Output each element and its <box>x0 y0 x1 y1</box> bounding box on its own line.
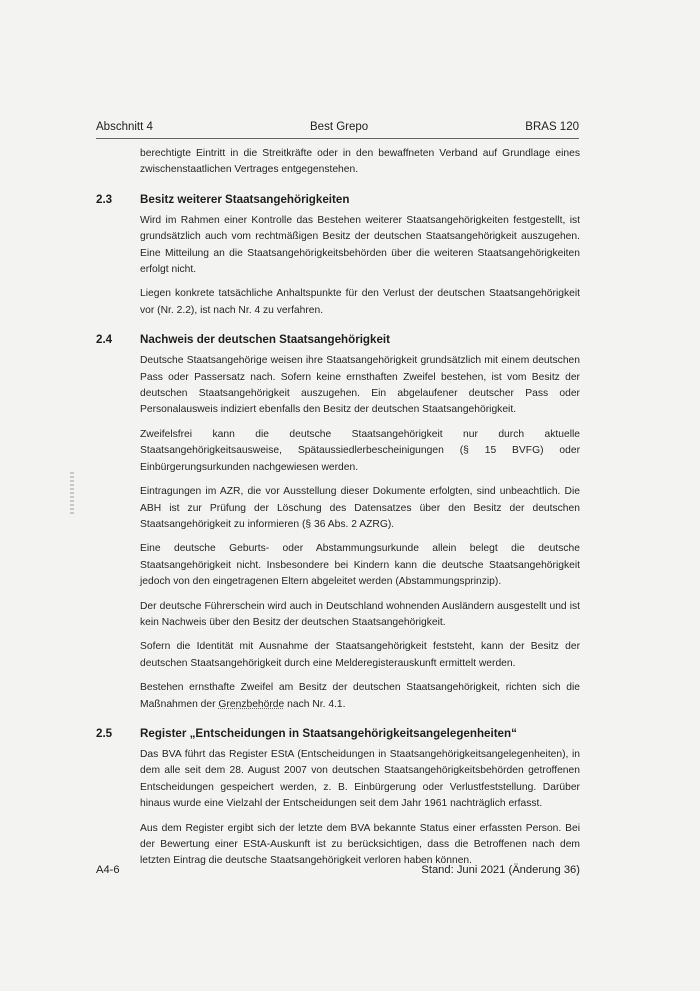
paragraph: Wird im Rahmen einer Kontrolle das Bestehen weiterer Staatsangehörigkeiten festgestellt, ist grundsätzlich auch vom rechtmäßigen Besitz der deutschen Staatsangehörigkeit auszugehen. Eine Mitteilung an die Staatsangehörigkeitsbehörden über die weiteren Staatsangehörigkeiten erfolgt nicht. <box>140 214 580 276</box>
underlined-term: Grenzbehörde <box>218 698 285 710</box>
paragraph: Zweifelsfrei kann die deutsche Staatsangehörigkeit nur durch aktuelle Staatsangehörigkeitsausweise, Spätaussiedlerbescheinigungen (§ 15 BVFG) oder Einbürgerungsurkunden nachgewiesen werden. <box>140 428 580 473</box>
section-title: Nachweis der deutschen Staatsangehörigkeit <box>140 333 390 347</box>
paragraph: Sofern die Identität mit Ausnahme der Staatsangehörigkeit feststeht, kann der Besitz der deutschen Staatsangehörigkeit durch eine Melderegisterauskunft ermittelt werden. <box>140 641 580 669</box>
section-heading <box>96 193 580 210</box>
section-number: 2.4 <box>96 333 113 347</box>
margin-scan-mark <box>70 472 74 516</box>
header-title: Best Grepo <box>310 121 369 133</box>
section-heading <box>96 727 580 744</box>
section-2-4 <box>96 333 580 713</box>
paragraph: Eine deutsche Geburts- oder Abstammungsurkunde allein belegt die deutsche Staatsangehörigkeit nicht. Insbesondere bei Kindern kann die deutsche Staatsangehörigkeit jedoch von den eingetragenen Eltern abgeleitet werden (Abstammungsprinzip). <box>140 543 580 588</box>
section-number: 2.5 <box>96 726 113 740</box>
section-number: 2.3 <box>96 192 113 206</box>
section-2-3 <box>96 193 580 319</box>
paragraph: Aus dem Register ergibt sich der letzte dem BVA bekannte Status einer erfassten Person. Bei der Bewertung einer EStA-Auskunft ist zu berücksichtigen, dass die Betroffenen nach dem letzten Eintrag die deutsche Staatsangehörigkeit verloren haben können. <box>140 822 580 867</box>
paragraph: Eintragungen im AZR, die vor Ausstellung dieser Dokumente erfolgten, sind unbeachtlich. Die ABH ist zur Prüfung der Löschung des Datensatzes über den Besitz der deutschen Staatsangehörigkeit zu informieren (§ 36 Abs. 2 AZRG). <box>140 486 580 530</box>
document-body <box>96 146 580 878</box>
page-number: A4-6 <box>96 864 120 876</box>
paragraph-text: Bestehen ernsthafte Zweifel am Besitz der deutschen Staatsangehörigkeit, richten sich die Maßnahmen der <box>140 682 580 710</box>
paragraph <box>140 680 580 713</box>
header-document-code: BRAS 120 <box>525 121 579 133</box>
paragraph: Deutsche Staatsangehörige weisen ihre Staatsangehörigkeit grundsätzlich mit einem deutschen Pass oder Passersatz nach. Sofern keine ernsthaften Zweifel bestehen, ist vom Besitz der deutschen Staatsangehörigkeit auszugehen. Ein abgelaufener deutscher Pass oder Personalausweis indiziert ebenfalls den Besitz der deutschen Staatsangehörigkeit. <box>140 355 580 416</box>
section-title: Besitz weiterer Staatsangehörigkeiten <box>140 192 350 206</box>
paragraph: Der deutsche Führerschein wird auch in Deutschland wohnenden Ausländern ausgestellt und ist kein Nachweis über den Besitz der deutschen Staatsangehörigkeit. <box>140 600 580 628</box>
paragraph: Liegen konkrete tatsächliche Anhaltspunkte für den Verlust der deutschen Staatsangehörigkeit vor (Nr. 2.2), ist nach Nr. 4 zu verfahren. <box>140 288 580 316</box>
section-2-5 <box>96 727 580 870</box>
section-title: Register „Entscheidungen in Staatsangehörigkeitsangelegenheiten“ <box>140 726 517 740</box>
section-heading <box>96 333 580 350</box>
header-section-label: Abschnitt 4 <box>96 121 153 133</box>
paragraph-text: nach Nr. 4.1. <box>284 698 346 710</box>
footer-status: Stand: Juni 2021 (Änderung 36) <box>421 864 580 876</box>
paragraph: Das BVA führt das Register EStA (Entscheidungen in Staatsangehörigkeitsangelegenheiten), in dem alle seit dem 28. August 2007 von deutschen Staatsangehörigkeitsbehörden getroffenen Entscheidungen gespeichert werden, z. B. Einbürgerung oder Verlustfeststellung. Darüber hinaus wurde eine Vielzahl der Entscheidungen seit dem Jahr 1961 nachträglich erfasst. <box>140 748 580 810</box>
page-header <box>96 121 579 139</box>
intro-paragraph: berechtigte Eintritt in die Streitkräfte oder in den bewaffneten Verband auf Grundlage eines zwischenstaatlichen Vertrages entgegenstehen. <box>140 148 580 176</box>
